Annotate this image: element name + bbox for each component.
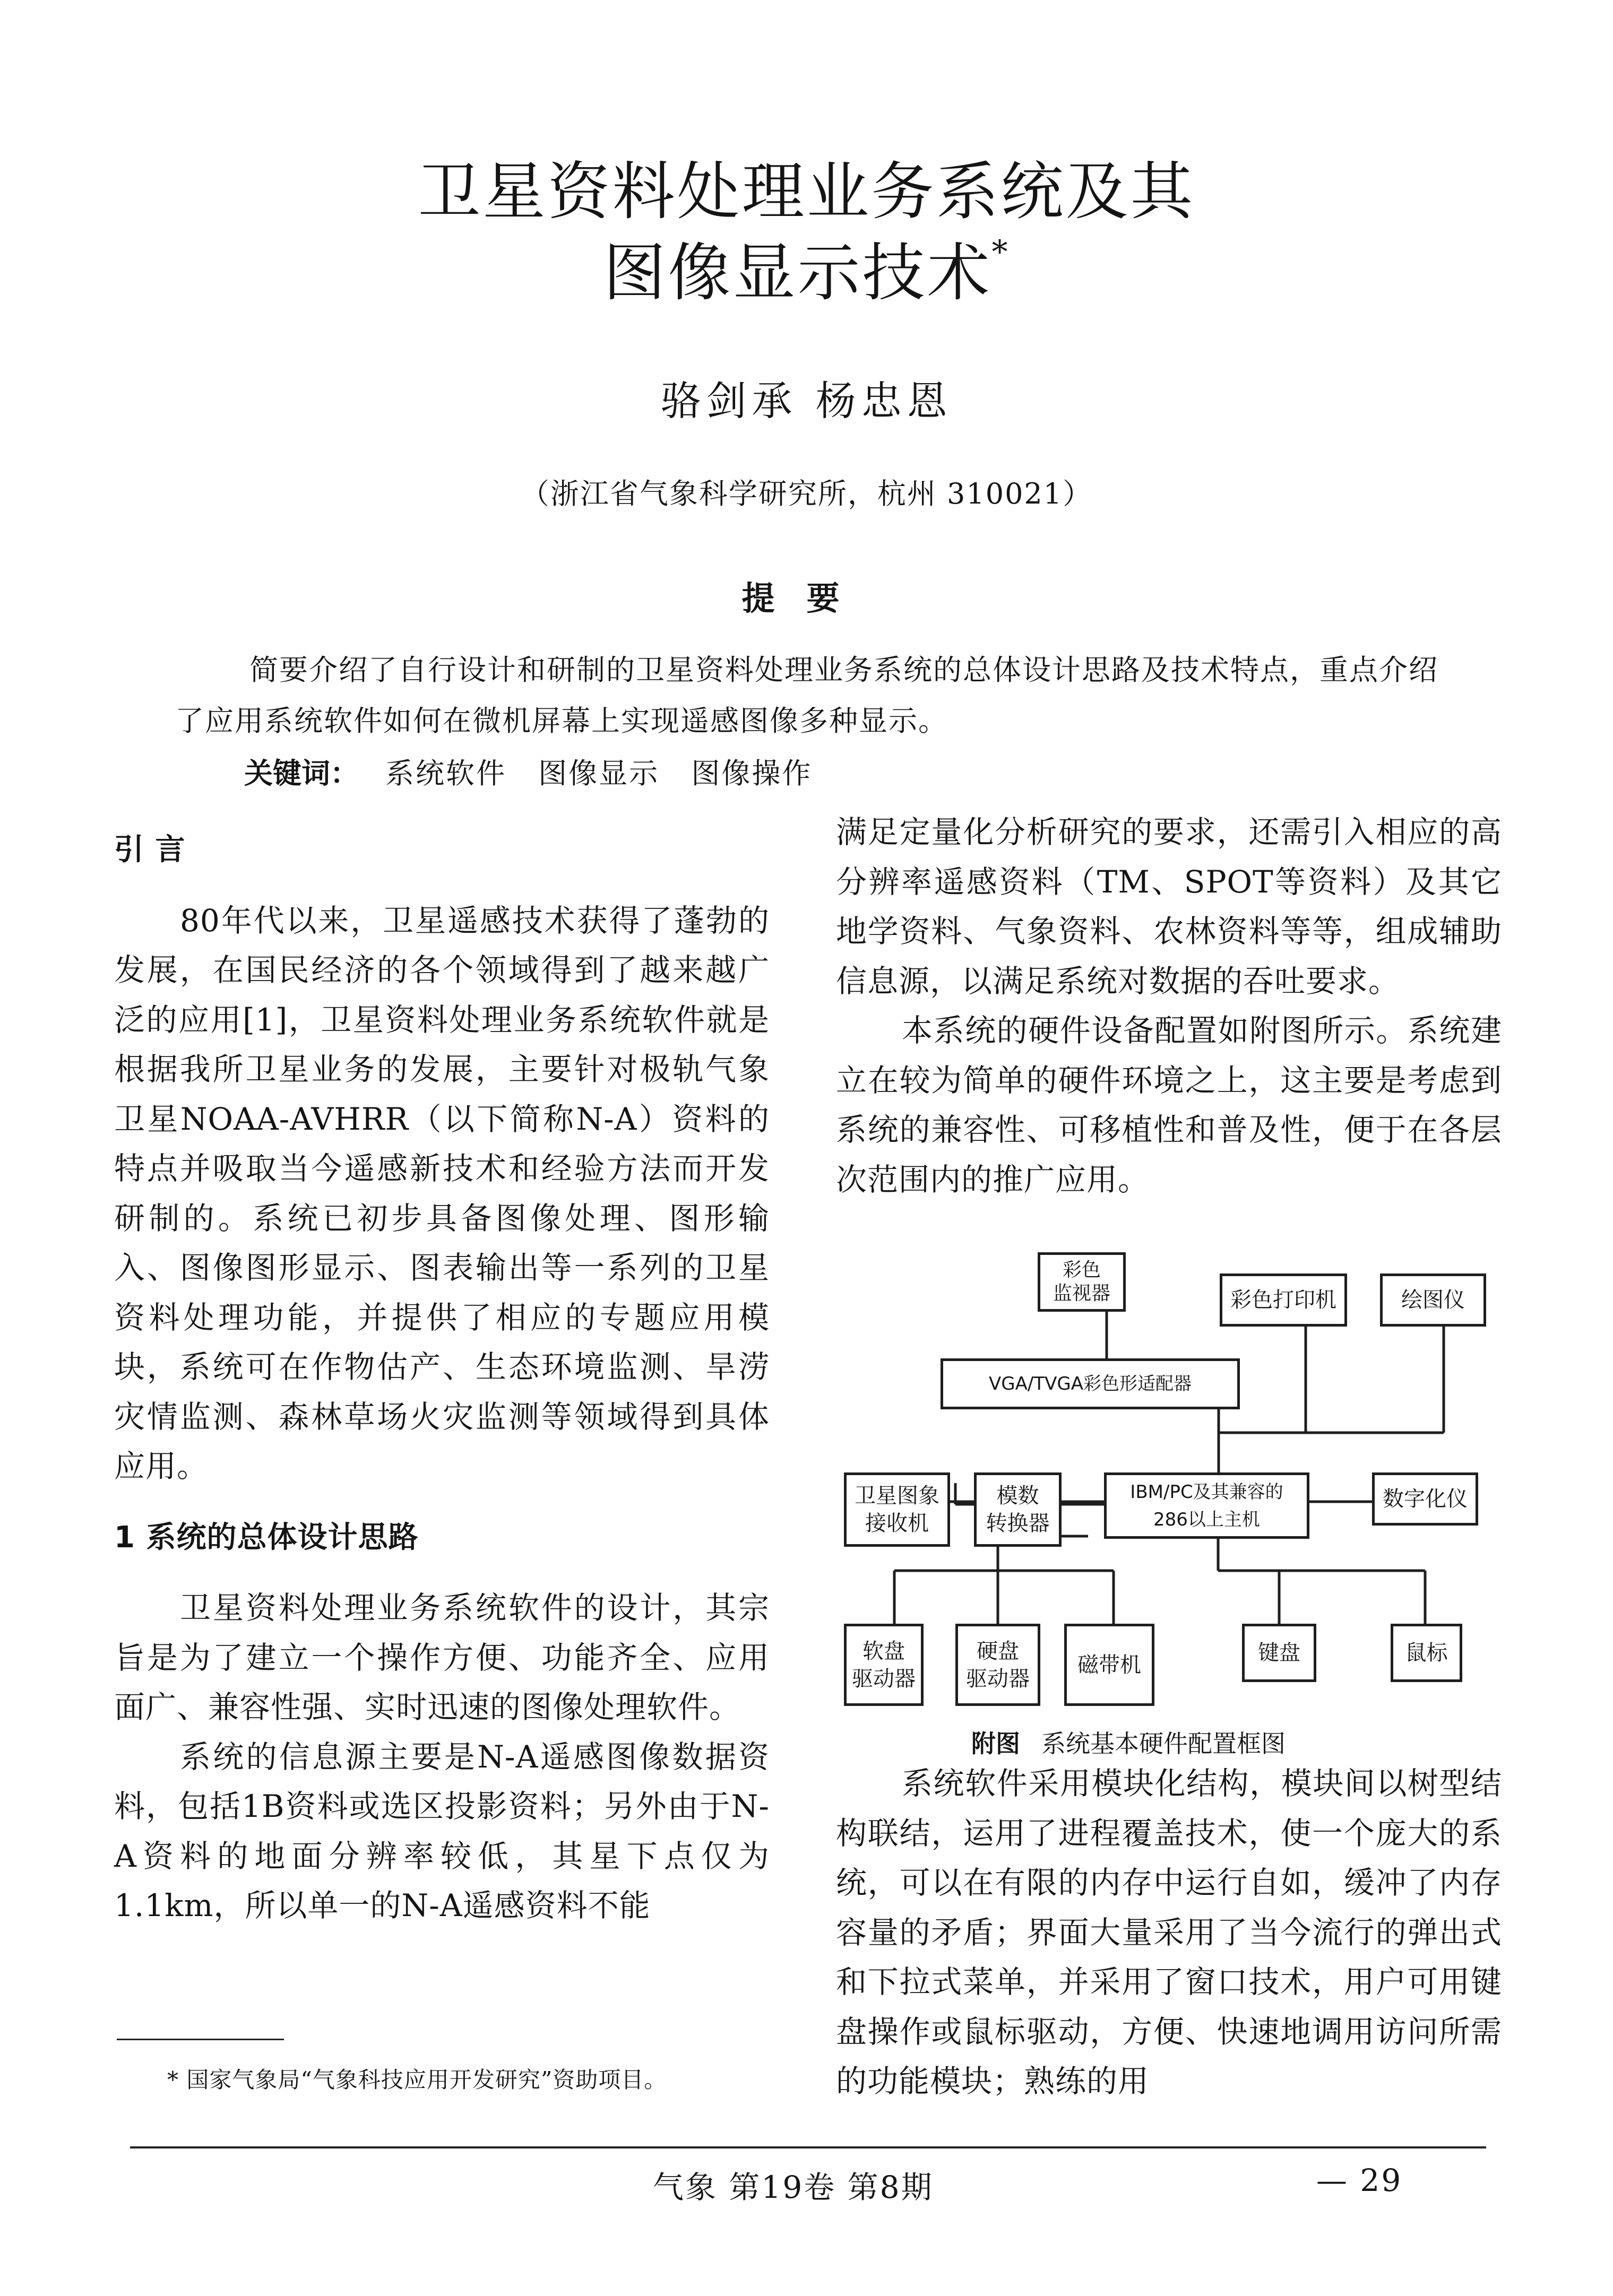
section-1-paragraph-2: 系统的信息源主要是N-A遥感图像数据资料，包括1B资料或选区投影资料；另外由于N-A资料的地面分辨率较低，其星下点仅为1.1km，所以单一的N-A遥感资料不能 bbox=[114, 1738, 770, 1924]
intro-paragraph: 80年代以来，卫星遥感技术获得了蓬勃的发展，在国民经济的各个领域得到了越来越广泛的应用[1]，卫星资料处理业务系统软件就是根据我所卫星业务的发展，主要针对极轨气象卫星NOAA-AVHRR（以下简称N-A）资料的特点并吸取当今遥感新技术和经验方法而开发研制的。系统已初步具备图像处理、图形输入、图像图形显示、图表输出等一系列的卫星资料处理功能，并提供了相应的专题应用模块，系统可在作物估产、生态环境监测、旱涝灾情监测、森林草场火灾监测等领域得到具体应用。 bbox=[114, 902, 770, 1484]
section-1-paragraph-1: 卫星资料处理业务系统软件的设计，其宗旨是为了建立一个操作方便、功能齐全、应用面广、兼容性强、实时迅速的图像处理软件。 bbox=[114, 1590, 770, 1725]
box-keyboard: 键盘 bbox=[1242, 1624, 1316, 1682]
box-digitizer: 数字化仪 bbox=[1372, 1472, 1478, 1526]
box-ad-converter: 模数 转换器 bbox=[974, 1472, 1062, 1547]
title-line-2-text: 图像显示技术 bbox=[603, 236, 992, 309]
right-paragraph-2: 本系统的硬件设备配置如附图所示。系统建立在较为简单的硬件环境之上，这主要是考虑到系统的兼容性、可移植性和普及性，便于在各层次范围内的推广应用。 bbox=[836, 1012, 1502, 1198]
page-number: — 29 bbox=[1316, 2162, 1403, 2198]
box-host-computer: IBM/PC及其兼容的 286以上主机 bbox=[1104, 1472, 1309, 1539]
abstract-heading: 提要 bbox=[741, 579, 872, 618]
box-mouse: 鼠标 bbox=[1391, 1624, 1462, 1682]
box-tape-drive: 磁带机 bbox=[1064, 1624, 1154, 1706]
section-1-heading: 1 系统的总体设计思路 bbox=[114, 1520, 419, 1555]
box-color-printer: 彩色打印机 bbox=[1220, 1273, 1347, 1327]
footer-rule bbox=[130, 2146, 1486, 2148]
abstract-text: 简要介绍了自行设计和研制的卫星资料处理业务系统的总体设计思路及技术特点，重点介绍了应用系统软件如何在微机屏幕上实现遥感图像多种显示。 bbox=[175, 653, 1438, 738]
keywords-label: 关键词： bbox=[244, 757, 359, 790]
box-vga-adapter: VGA/TVGA彩色形适配器 bbox=[941, 1358, 1240, 1409]
journal-info: 气象 第19卷 第8期 bbox=[653, 2169, 934, 2205]
figure-caption bbox=[971, 1725, 1286, 1760]
box-hard-drive: 硬盘 驱动器 bbox=[955, 1624, 1040, 1706]
box-floppy-drive: 软盘 驱动器 bbox=[844, 1624, 924, 1706]
box-plotter: 绘图仪 bbox=[1380, 1273, 1486, 1327]
title-line-1: 卫星资料处理业务系统及其 bbox=[418, 155, 1195, 228]
right-paragraph-3: 系统软件采用模块化结构，模块间以树型结构联结，运用了进程覆盖技术，使一个庞大的系统，可以在有限的内存中运行自如，缓冲了内存容量的矛盾；界面大量采用了当今流行的弹出式和下拉式菜单，并采用了窗口技术，用户可用键盘操作或鼠标驱动，方便、快速地调用访问所需的功能模块；熟练的用 bbox=[836, 1765, 1502, 2099]
figure-caption-text: 系统基本硬件配置框图 bbox=[1041, 1729, 1286, 1758]
box-color-monitor: 彩色 监视器 bbox=[1038, 1252, 1126, 1312]
affiliation: （浙江省气象科学研究所，杭州 310021） bbox=[520, 477, 1093, 510]
authors: 骆剑承 杨忠恩 bbox=[660, 377, 953, 424]
figure-caption-label: 附图 bbox=[971, 1729, 1020, 1758]
footnote: * 国家气象局“气象科技应用开发研究”资助项目。 bbox=[167, 2067, 667, 2093]
right-paragraph-1: 满足定量化分析研究的要求，还需引入相应的高分辨率遥感资料（TM、SPOT等资料）及其它地学资料、气象资料、农林资料等等，组成辅助信息源，以满足系统对数据的吞吐要求。 bbox=[836, 814, 1502, 999]
right-column-bottom bbox=[836, 1759, 1502, 2107]
title-footnote-mark: * bbox=[991, 233, 1010, 271]
intro-heading: 引 言 bbox=[114, 833, 186, 867]
keywords-values: 系统软件 图像显示 图像操作 bbox=[385, 757, 813, 790]
box-satellite-receiver: 卫星图象 接收机 bbox=[844, 1472, 950, 1547]
footnote-rule bbox=[117, 2039, 284, 2040]
